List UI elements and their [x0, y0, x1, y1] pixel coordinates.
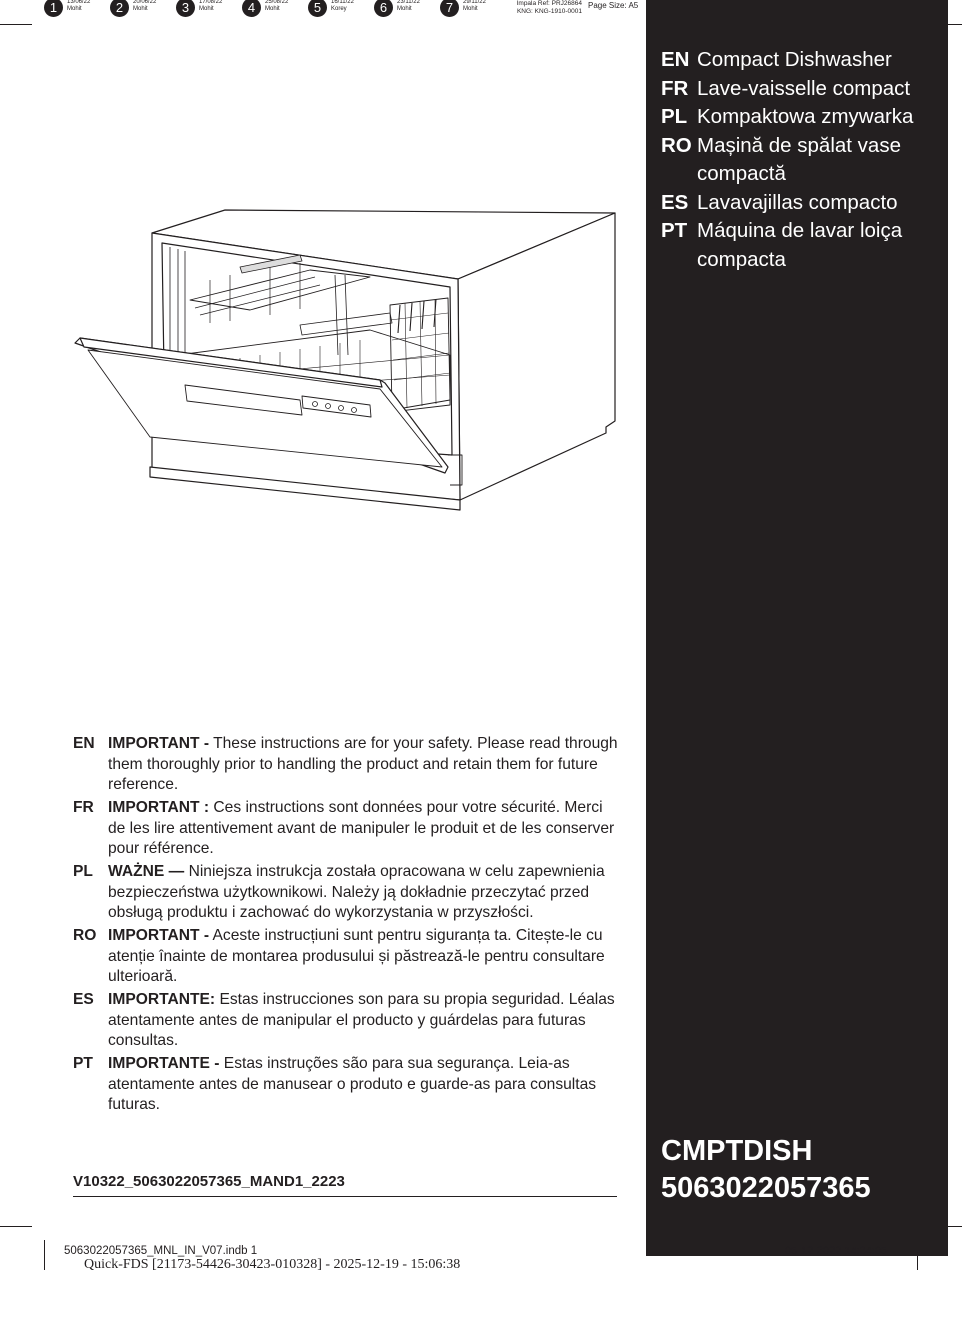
instruction-text: Niniejsza instrukcja została opracowana w celu zapewnienia bezpieczeństwa użytkownikowi. Należy ją dokładnie przeczytać przed obsługą produktu i zachować do wykorzystania w przyszłości.	[108, 863, 605, 921]
page-size: Page Size: A5	[588, 1, 639, 10]
print-timestamp: 05-12-2022 14:34:05	[785, 1245, 888, 1257]
title-row	[661, 132, 941, 189]
language-code: EN	[73, 735, 95, 752]
revision-author: Mohit	[133, 6, 148, 12]
title-panel	[646, 0, 948, 1256]
instruction-row	[73, 926, 621, 988]
revision-entry	[374, 0, 440, 18]
crop-mark	[0, 1226, 32, 1227]
revision-date: 23/11/22	[397, 0, 420, 5]
revision-entry	[44, 0, 110, 18]
instruction-row	[73, 798, 621, 860]
language-code: PL	[661, 105, 688, 128]
revision-author: Korey	[331, 6, 347, 12]
title-row	[661, 75, 941, 104]
model-ean: 5063022057365	[661, 1172, 871, 1204]
language-code: FR	[73, 799, 94, 816]
revision-number: 1	[44, 0, 63, 17]
language-code: RO	[661, 133, 692, 157]
revision-entry	[440, 0, 506, 18]
revision-number: 3	[176, 0, 195, 17]
model-block	[661, 1133, 871, 1207]
crop-mark	[0, 24, 32, 25]
language-code: PT	[73, 1055, 93, 1072]
language-code: FR	[661, 76, 689, 100]
revision-entry	[242, 0, 308, 18]
instruction-label: IMPORTANT :	[108, 799, 210, 816]
instruction-label: IMPORTANTE:	[108, 991, 216, 1008]
revision-author: Mohit	[199, 6, 214, 12]
language-code: RO	[73, 927, 97, 944]
instruction-text: Aceste instrucțiuni sunt pentru siguranța ta. Citește-le cu atenție înainte de montarea produsului și păstrează-le pentru consultare ulterioară.	[108, 927, 605, 985]
language-code: ES	[73, 991, 94, 1008]
revision-author: Mohit	[67, 6, 82, 12]
file-name: 5063022057365_MNL_IN_V07.indb 1	[64, 1245, 258, 1257]
title-row	[661, 46, 941, 75]
title-text: Lave-vaisselle compact	[697, 76, 911, 100]
revision-strip	[44, 0, 506, 18]
revision-entry	[308, 0, 374, 18]
instruction-label: WAŻNE —	[108, 863, 185, 880]
revision-number: 7	[440, 0, 459, 17]
revision-date: 29/11/22	[463, 0, 486, 5]
model-name: CMPTDISH	[661, 1135, 813, 1167]
document-reference: V10322_5063022057365_MAND1_2223	[73, 1173, 617, 1197]
dishwasher-illustration	[70, 205, 620, 550]
revision-date: 25/08/22	[265, 0, 289, 5]
instruction-label: IMPORTANT -	[108, 927, 210, 944]
revision-author: Mohit	[463, 6, 478, 12]
language-code: ES	[661, 190, 689, 214]
title-text: Mașină de spălat vase compactă	[697, 133, 901, 185]
title-row	[661, 189, 941, 218]
quick-fds-stamp: Quick-FDS [21173-54426-30423-010328] - 2025-12-19 - 15:06:38	[84, 1257, 461, 1272]
title-text: Lavavajillas compacto	[697, 190, 898, 214]
revision-date: 16/11/22	[331, 0, 354, 5]
language-code: EN	[661, 48, 690, 71]
instruction-row	[73, 1054, 621, 1116]
instruction-row	[73, 862, 621, 924]
revision-number: 2	[110, 0, 129, 17]
crop-mark	[44, 1240, 45, 1270]
instruction-text: These instructions are for your safety. Please read through them thoroughly prior to handling the product and retain them for future reference.	[108, 735, 618, 793]
revision-entry	[176, 0, 242, 18]
revision-number: 6	[374, 0, 393, 17]
language-code: PL	[73, 863, 93, 880]
impala-ref: Impala Ref: PRJ26864	[516, 0, 582, 7]
product-titles	[661, 46, 941, 274]
instruction-text: Estas instrucciones son para su propia seguridad. Léalas atentamente antes de manipular el producto y guárdelas para futuras consultas.	[108, 991, 615, 1049]
instruction-label: IMPORTANT -	[108, 735, 210, 752]
revision-author: Mohit	[397, 6, 412, 12]
revision-entry	[110, 0, 176, 18]
reference-block	[498, 0, 582, 16]
title-row	[661, 217, 941, 274]
instruction-text: Estas instruções são para sua segurança. Leia-as atentamente antes de manusear o produto e guarde-as para consultas futuras.	[108, 1055, 597, 1113]
revision-number: 5	[308, 0, 327, 17]
revision-date: 17/08/22	[199, 0, 223, 5]
title-text: Kompaktowa zmywarka	[697, 105, 914, 128]
revision-number: 4	[242, 0, 261, 17]
safety-instructions	[73, 734, 621, 1118]
kng-ref: KNG: KNG-1910-0001	[516, 8, 582, 15]
revision-date: 20/06/22	[133, 0, 157, 5]
title-text: Máquina de lavar loiça compacta	[697, 219, 903, 271]
instruction-text: Ces instructions sont données pour votre sécurité. Merci de les lire attentivement avant de manipuler le produit et de les conserver pour référence.	[108, 799, 615, 857]
title-text: Compact Dishwasher	[697, 48, 892, 71]
instruction-row	[73, 734, 621, 796]
language-code: PT	[661, 219, 688, 242]
revision-author: Mohit	[265, 6, 280, 12]
title-row	[661, 103, 941, 132]
revision-date: 13/06/22	[67, 0, 91, 5]
instruction-row	[73, 990, 621, 1052]
instruction-label: IMPORTANTE -	[108, 1055, 220, 1072]
